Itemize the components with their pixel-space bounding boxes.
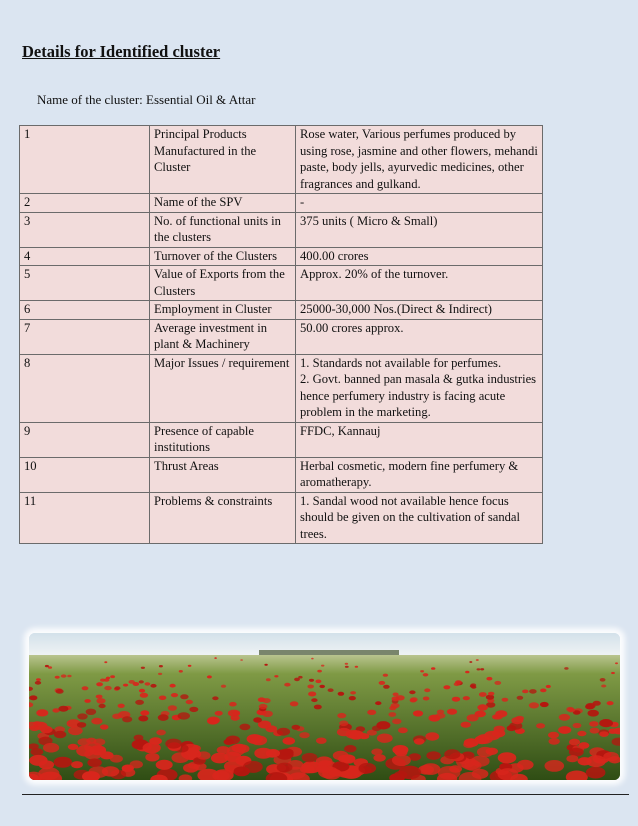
row-label: Problems & constraints [150, 492, 296, 544]
row-value: 400.00 crores [296, 247, 543, 266]
poppy [68, 744, 78, 750]
poppy [314, 705, 322, 710]
poppy [546, 685, 551, 688]
poppy [436, 713, 446, 719]
poppy [600, 678, 606, 682]
poppy [536, 723, 545, 728]
poppy [341, 754, 355, 763]
table-row [20, 247, 543, 266]
poppy [39, 760, 54, 769]
poppy [398, 766, 421, 780]
poppy [586, 767, 606, 779]
poppy [495, 710, 507, 717]
poppy [61, 674, 67, 677]
row-number: 10 [20, 457, 150, 492]
poppy [494, 681, 501, 685]
cluster-details-table [19, 125, 543, 544]
row-number: 2 [20, 194, 150, 213]
poppy-field-illustration [29, 633, 620, 780]
poppy [517, 696, 524, 700]
poppy [251, 736, 267, 746]
poppy [529, 702, 539, 708]
poppy [611, 672, 615, 674]
table-row [20, 354, 543, 422]
poppy [298, 676, 302, 679]
poppy [239, 724, 250, 731]
poppy [476, 659, 479, 661]
poppy [87, 758, 101, 767]
poppy-field-photo [29, 633, 620, 780]
row-value: Approx. 20% of the turnover. [296, 266, 543, 301]
poppy [615, 662, 618, 664]
poppy [409, 690, 415, 694]
poppy [452, 697, 460, 702]
poppy [82, 686, 89, 690]
poppy [545, 760, 565, 772]
poppy [99, 704, 106, 708]
poppy [443, 685, 450, 689]
poppy [423, 697, 430, 701]
poppy [492, 729, 506, 737]
poppy [392, 696, 400, 701]
poppy [329, 769, 342, 777]
poppy [186, 700, 193, 704]
poppy [480, 668, 484, 670]
poppy [115, 686, 121, 690]
cluster-name-line: Name of the cluster: Essential Oil & Attar [37, 92, 256, 107]
poppy [420, 670, 424, 672]
poppy [455, 680, 462, 684]
poppy [84, 699, 90, 703]
poppy [110, 675, 115, 678]
poppy [315, 680, 321, 684]
poppy [211, 753, 229, 764]
poppy [139, 689, 145, 693]
poppy [344, 745, 356, 752]
poppy [486, 677, 492, 681]
poppy [498, 752, 517, 763]
table-row [20, 194, 543, 213]
poppy [258, 697, 266, 702]
poppy [488, 692, 494, 696]
poppy [431, 667, 435, 670]
poppy [180, 694, 188, 699]
row-label: Name of the SPV [150, 194, 296, 213]
poppy [86, 709, 97, 715]
footer-rule [22, 794, 629, 795]
row-number: 7 [20, 319, 150, 354]
poppy [569, 748, 584, 757]
poppy [230, 715, 239, 721]
row-label: Turnover of the Clusters [150, 247, 296, 266]
poppy [589, 721, 598, 727]
poppy [76, 745, 95, 756]
table-row [20, 266, 543, 301]
row-value: FFDC, Kannauj [296, 422, 543, 457]
poppy [290, 701, 299, 706]
table-row [20, 126, 543, 194]
row-label: Thrust Areas [150, 457, 296, 492]
poppy [145, 753, 159, 762]
poppy [130, 760, 143, 768]
poppy [264, 664, 267, 666]
poppy [590, 728, 600, 734]
poppy [266, 749, 280, 757]
poppy [470, 685, 475, 688]
poppy [56, 689, 64, 694]
poppy [391, 703, 400, 708]
poppy [425, 732, 439, 740]
poppy [36, 709, 48, 716]
poppy [444, 749, 460, 759]
poppy [540, 702, 549, 707]
poppy [283, 737, 296, 745]
poppy [129, 680, 135, 684]
row-value: Rose water, Various perfumes produced by using rose, jasmine and other flowers, mehandi paste, body jells, ayurvedic medicines, other fragrances and gulkand. [296, 126, 543, 194]
poppy [475, 711, 486, 718]
poppy [156, 760, 173, 770]
poppy [299, 732, 309, 738]
row-number: 6 [20, 301, 150, 320]
poppy [158, 714, 169, 721]
poppy [172, 752, 190, 763]
poppy [29, 695, 37, 700]
poppy [179, 670, 183, 673]
poppy [522, 690, 528, 694]
poppy [91, 718, 102, 725]
row-number: 3 [20, 212, 150, 247]
poppy [345, 666, 349, 668]
poppy [350, 691, 356, 694]
poppy [150, 684, 156, 688]
table-row [20, 301, 543, 320]
poppy [122, 716, 132, 722]
poppy [58, 706, 68, 712]
poppy [123, 684, 128, 687]
poppy [529, 689, 537, 694]
row-number: 1 [20, 126, 150, 194]
poppy [463, 696, 470, 700]
poppy [110, 755, 123, 763]
poppy [207, 675, 212, 678]
poppy [447, 709, 457, 715]
row-label: No. of functional units in the clusters [150, 212, 296, 247]
row-value: 1. Standards not available for perfumes. 2. Govt. banned pan masala & gutka industries hence perfumery industry is facing acute problem in the marketing. [296, 354, 543, 422]
poppy [197, 751, 211, 759]
poppy [392, 745, 408, 755]
poppy [339, 721, 348, 727]
poppy [221, 685, 226, 688]
poppy [573, 723, 582, 728]
poppy [188, 665, 192, 667]
table-row [20, 212, 543, 247]
poppy [48, 666, 52, 669]
poppy [165, 739, 182, 749]
poppy [158, 673, 162, 675]
poppy [96, 698, 105, 704]
row-value: 50.00 crores approx. [296, 319, 543, 354]
poppy [337, 713, 346, 718]
poppy [549, 738, 560, 745]
poppy [388, 712, 396, 717]
row-label: Average investment in plant & Machinery [150, 319, 296, 354]
poppy [54, 731, 66, 738]
poppy [243, 761, 263, 773]
poppy [558, 726, 571, 734]
poppy [423, 673, 429, 676]
poppy [214, 657, 217, 659]
poppy [259, 704, 268, 709]
poppy [477, 668, 481, 670]
poppy [139, 680, 144, 683]
poppy [96, 695, 103, 699]
poppy [383, 674, 388, 677]
treeline [259, 650, 399, 655]
row-value: Herbal cosmetic, modern fine perfumery & aromatherapy. [296, 457, 543, 492]
poppy [212, 696, 218, 700]
row-value: 1. Sandal wood not available hence focus should be given on the cultivation of sandal trees. [296, 492, 543, 544]
poppy [224, 739, 234, 745]
poppy [517, 760, 534, 770]
poppy [383, 685, 390, 689]
poppy [78, 738, 91, 746]
poppy [68, 726, 83, 735]
poppy [328, 688, 334, 692]
poppy [398, 727, 408, 733]
row-label: Value of Exports from the Clusters [150, 266, 296, 301]
poppy [601, 685, 606, 688]
page-heading: Details for Identified cluster [22, 42, 221, 61]
poppy [355, 666, 358, 668]
poppy [311, 698, 317, 702]
poppy [607, 701, 614, 705]
poppy [568, 708, 576, 713]
poppy [349, 696, 356, 700]
poppy [564, 667, 568, 670]
poppy [377, 734, 393, 743]
poppy [338, 692, 345, 696]
poppy [337, 728, 351, 736]
poppy [307, 685, 314, 689]
poppy [371, 749, 382, 756]
poppy [277, 763, 293, 773]
poppy [393, 693, 399, 697]
row-number: 8 [20, 354, 150, 422]
poppy [319, 685, 325, 688]
poppy [215, 711, 223, 716]
poppy [540, 689, 546, 693]
table-row [20, 319, 543, 354]
poppy [229, 702, 237, 707]
poppy [367, 710, 376, 715]
poppy [421, 763, 440, 775]
poppy [77, 713, 87, 719]
poppy [414, 738, 425, 744]
poppy [36, 678, 41, 681]
poppy [168, 705, 177, 711]
poppy [178, 712, 190, 719]
poppy [35, 681, 41, 685]
poppy [170, 684, 176, 688]
poppy [373, 754, 385, 761]
poppy [102, 766, 119, 776]
poppy [134, 735, 144, 741]
poppy [593, 701, 601, 706]
poppy [54, 757, 72, 768]
poppy [392, 755, 411, 766]
poppy [424, 688, 430, 692]
poppy [548, 732, 559, 739]
poppy [135, 700, 144, 705]
poppy [77, 722, 86, 728]
poppy [138, 716, 148, 722]
poppy [461, 722, 471, 728]
poppy [316, 765, 329, 773]
poppy [577, 731, 586, 736]
poppy [317, 670, 322, 673]
poppy [379, 681, 386, 685]
poppy [274, 675, 278, 677]
poppy [67, 675, 71, 678]
poppy [253, 717, 262, 722]
poppy [586, 755, 606, 767]
poppy [559, 714, 570, 721]
row-number: 9 [20, 422, 150, 457]
row-number: 4 [20, 247, 150, 266]
poppy [156, 730, 166, 736]
poppy [479, 692, 487, 697]
row-value: 375 units ( Micro & Small) [296, 212, 543, 247]
poppy [284, 683, 290, 687]
poppy [96, 682, 103, 686]
poppy [502, 698, 509, 702]
row-number: 5 [20, 266, 150, 301]
poppy [410, 697, 418, 702]
poppy [375, 701, 381, 705]
poppy [599, 719, 613, 727]
poppy [413, 710, 423, 716]
poppy [104, 686, 111, 690]
row-label: Employment in Cluster [150, 301, 296, 320]
poppy [579, 742, 590, 749]
poppy [292, 725, 301, 730]
poppy [235, 744, 250, 753]
poppy [207, 718, 219, 725]
poppy [302, 753, 318, 762]
poppy [43, 743, 59, 753]
poppy [392, 719, 401, 725]
table-row [20, 457, 543, 492]
poppy [100, 679, 105, 682]
poppy [100, 724, 109, 729]
poppy [171, 693, 178, 697]
poppy [477, 704, 488, 710]
poppy [309, 679, 314, 682]
row-number: 11 [20, 492, 150, 544]
poppy [71, 761, 83, 768]
poppy [141, 667, 145, 669]
row-label: Major Issues / requirement [150, 354, 296, 422]
poppy [569, 739, 580, 746]
table-row [20, 492, 543, 544]
row-label: Principal Products Manufactured in the Cluster [150, 126, 296, 194]
poppy [145, 682, 151, 685]
row-value: 25000-30,000 Nos.(Direct & Indirect) [296, 301, 543, 320]
poppy [159, 696, 167, 701]
poppy [240, 659, 243, 661]
poppy [376, 721, 390, 729]
poppy [140, 710, 149, 715]
poppy [486, 695, 494, 700]
poppy [104, 661, 107, 663]
poppy [118, 704, 125, 708]
row-value: - [296, 194, 543, 213]
poppy [321, 665, 324, 667]
poppy [308, 692, 316, 697]
poppy [140, 693, 148, 698]
poppy [159, 665, 163, 667]
poppy [469, 661, 472, 663]
poppy [588, 710, 599, 717]
poppy [486, 748, 498, 755]
poppy [217, 746, 230, 754]
poppy [359, 763, 377, 774]
poppy [345, 663, 348, 665]
table-row [20, 422, 543, 457]
poppy [311, 658, 314, 660]
poppy [464, 738, 479, 747]
poppy [149, 737, 162, 745]
poppy [465, 671, 469, 674]
poppy [599, 731, 609, 737]
poppy [277, 728, 290, 736]
poppy [316, 738, 327, 744]
row-label: Presence of capable institutions [150, 422, 296, 457]
poppy [426, 751, 440, 760]
poppy [566, 755, 578, 762]
poppy [55, 676, 60, 679]
poppy [511, 717, 523, 724]
poppy [189, 707, 198, 712]
poppy [316, 756, 333, 766]
poppy [266, 678, 271, 681]
